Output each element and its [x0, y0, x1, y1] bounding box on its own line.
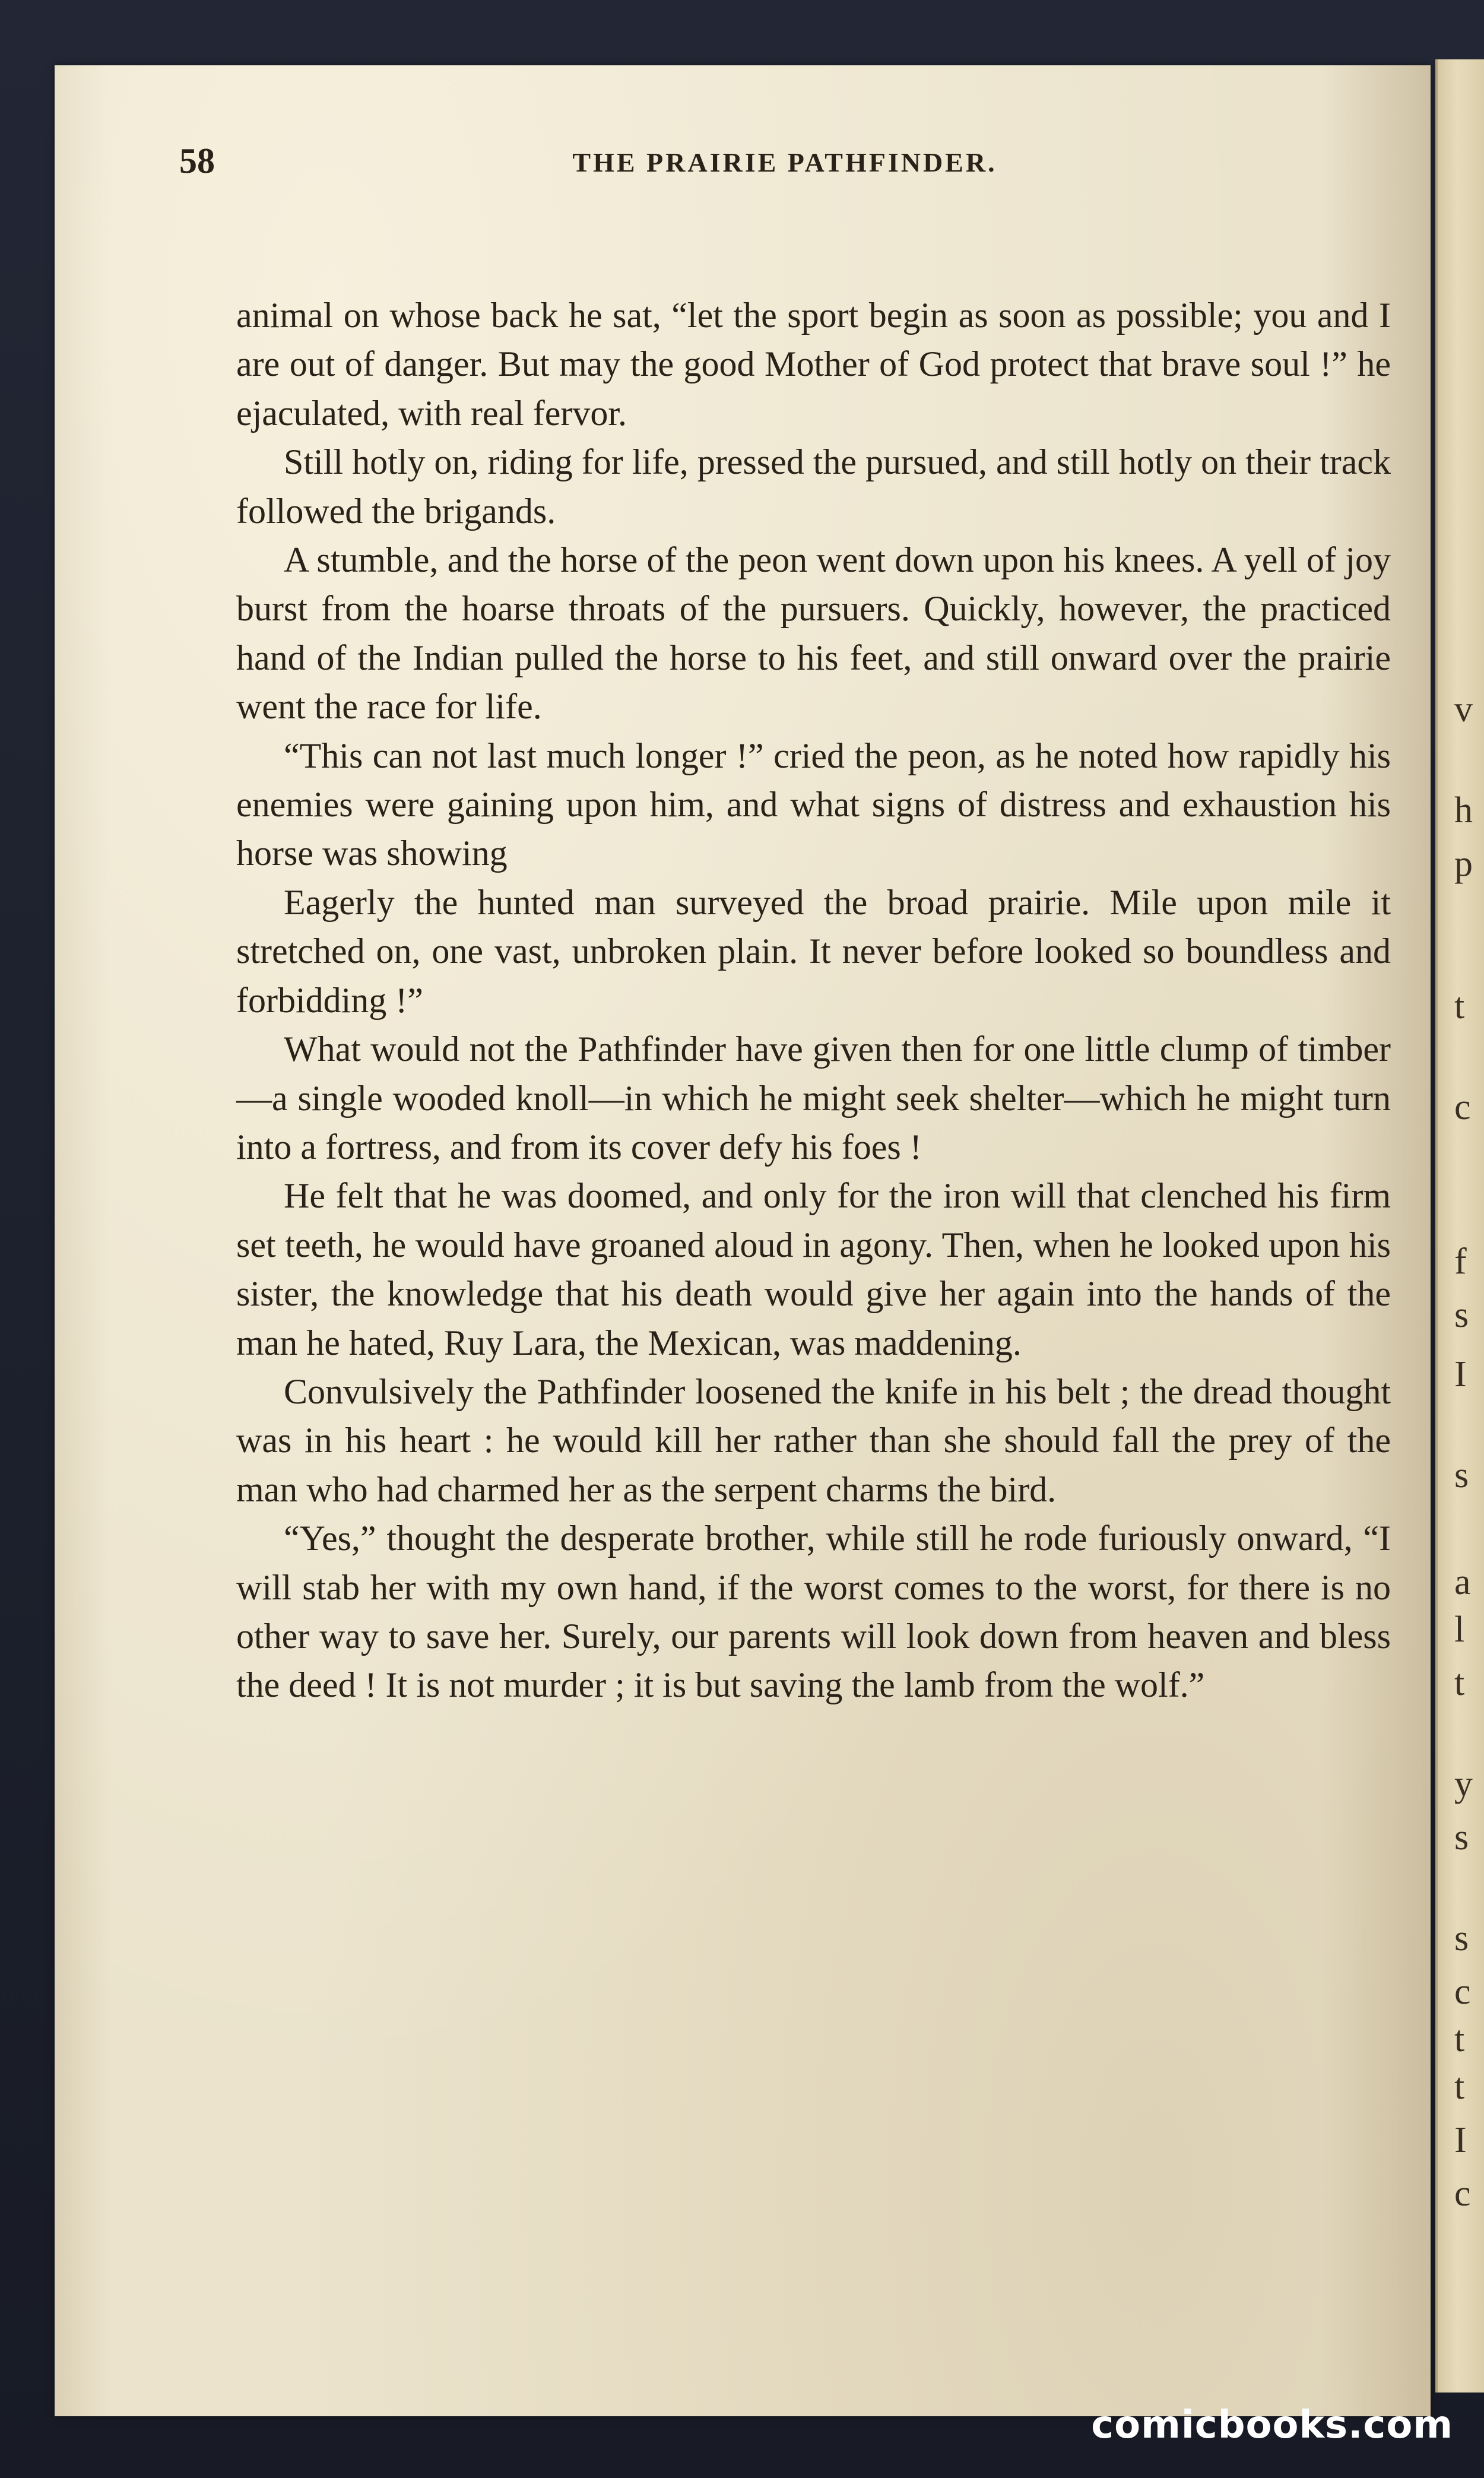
next-page-fragment: s	[1454, 1455, 1469, 1495]
next-page-fragment: s	[1454, 1295, 1469, 1335]
paragraph: Convulsively the Pathfinder loosened the knife in his belt ; the dread thought was in his heart : he would kill her rather than she should fall the prey of the man who had charmed her as the serpent charms the bird.	[236, 1371, 1391, 1509]
next-page-fragment: t	[1454, 2067, 1465, 2107]
paragraph: He felt that he was doomed, and only for the iron will that clenched his firm set teeth, he would have groaned aloud in agony. Then, when he looked upon his sister, the knowledge that his death would give her again into the hands of the man he hated, Ruy Lara, the Mexican, was maddening.	[236, 1176, 1391, 1362]
next-page-fragment: s	[1454, 1918, 1469, 1959]
paragraph: animal on whose back he sat, “let the sport begin as soon as possible; you and I are out of danger. But may the good Mother of God protect that brave soul !” he ejaculated, with real fervor.	[236, 296, 1391, 433]
next-page-fragment: f	[1454, 1241, 1467, 1282]
next-page-fragment: c	[1454, 2173, 1471, 2214]
next-page-fragment: v	[1454, 689, 1473, 730]
next-page-fragment: y	[1454, 1764, 1473, 1804]
site-watermark: comicbooks.com	[1091, 2403, 1453, 2447]
paragraph: A stumble, and the horse of the peon went down upon his knees. A yell of joy burst from the hoarse throats of the pursuers. Quickly, however, the practiced hand of the Indian pulled the horse to his feet, and still onward over the prairie went the race for life.	[236, 540, 1391, 727]
paragraph: Still hotly on, riding for life, pressed the pursued, and still hotly on their track followed the brigands.	[236, 442, 1391, 531]
paragraph: “This can not last much longer !” cried the peon, as he noted how rapidly his enemies were gaining upon him, and what signs of distress and exhaustion his horse was showing	[236, 736, 1391, 873]
next-page-fragment: t	[1454, 986, 1465, 1026]
paragraph: What would not the Pathfinder have given then for one little clump of timber—a single wooded knoll—in which he might seek shelter—which he might turn into a fortress, and from its cover defy his foes !	[236, 1029, 1391, 1167]
next-page-fragment: t	[1454, 1663, 1465, 1703]
next-page-fragment: a	[1454, 1562, 1471, 1602]
next-page-fragment: s	[1454, 1817, 1469, 1858]
next-page-fragment: h	[1454, 790, 1473, 831]
next-page-fragment: l	[1454, 1609, 1465, 1650]
paragraph: “Yes,” thought the desperate brother, while still he rode furiously onward, “I will stab her with my own hand, if the worst comes to the worst, for there is no other way to save her. Surely, our parents will look down from heaven and bless the deed ! It is not murder ; it is but saving the lamb from the wolf.”	[236, 1519, 1391, 1705]
next-page-fragment: c	[1454, 1087, 1471, 1127]
next-page-fragment: t	[1454, 2019, 1465, 2059]
next-page-fragment: c	[1454, 1972, 1471, 2012]
next-page-fragment: p	[1454, 844, 1473, 884]
paragraph: Eagerly the hunted man surveyed the broad prairie. Mile upon mile it stretched on, one vast, unbroken plain. It never before looked so boundless and forbidding !”	[236, 882, 1391, 1020]
body-text	[236, 291, 1391, 1710]
next-page-fragment: I	[1454, 2120, 1467, 2160]
next-page-fragment: I	[1454, 1354, 1467, 1395]
adjacent-page-edge	[1435, 59, 1484, 2393]
running-head: THE PRAIRIE PATHFINDER.	[572, 147, 997, 178]
page-number: 58	[179, 141, 215, 180]
page-header	[179, 141, 1390, 194]
